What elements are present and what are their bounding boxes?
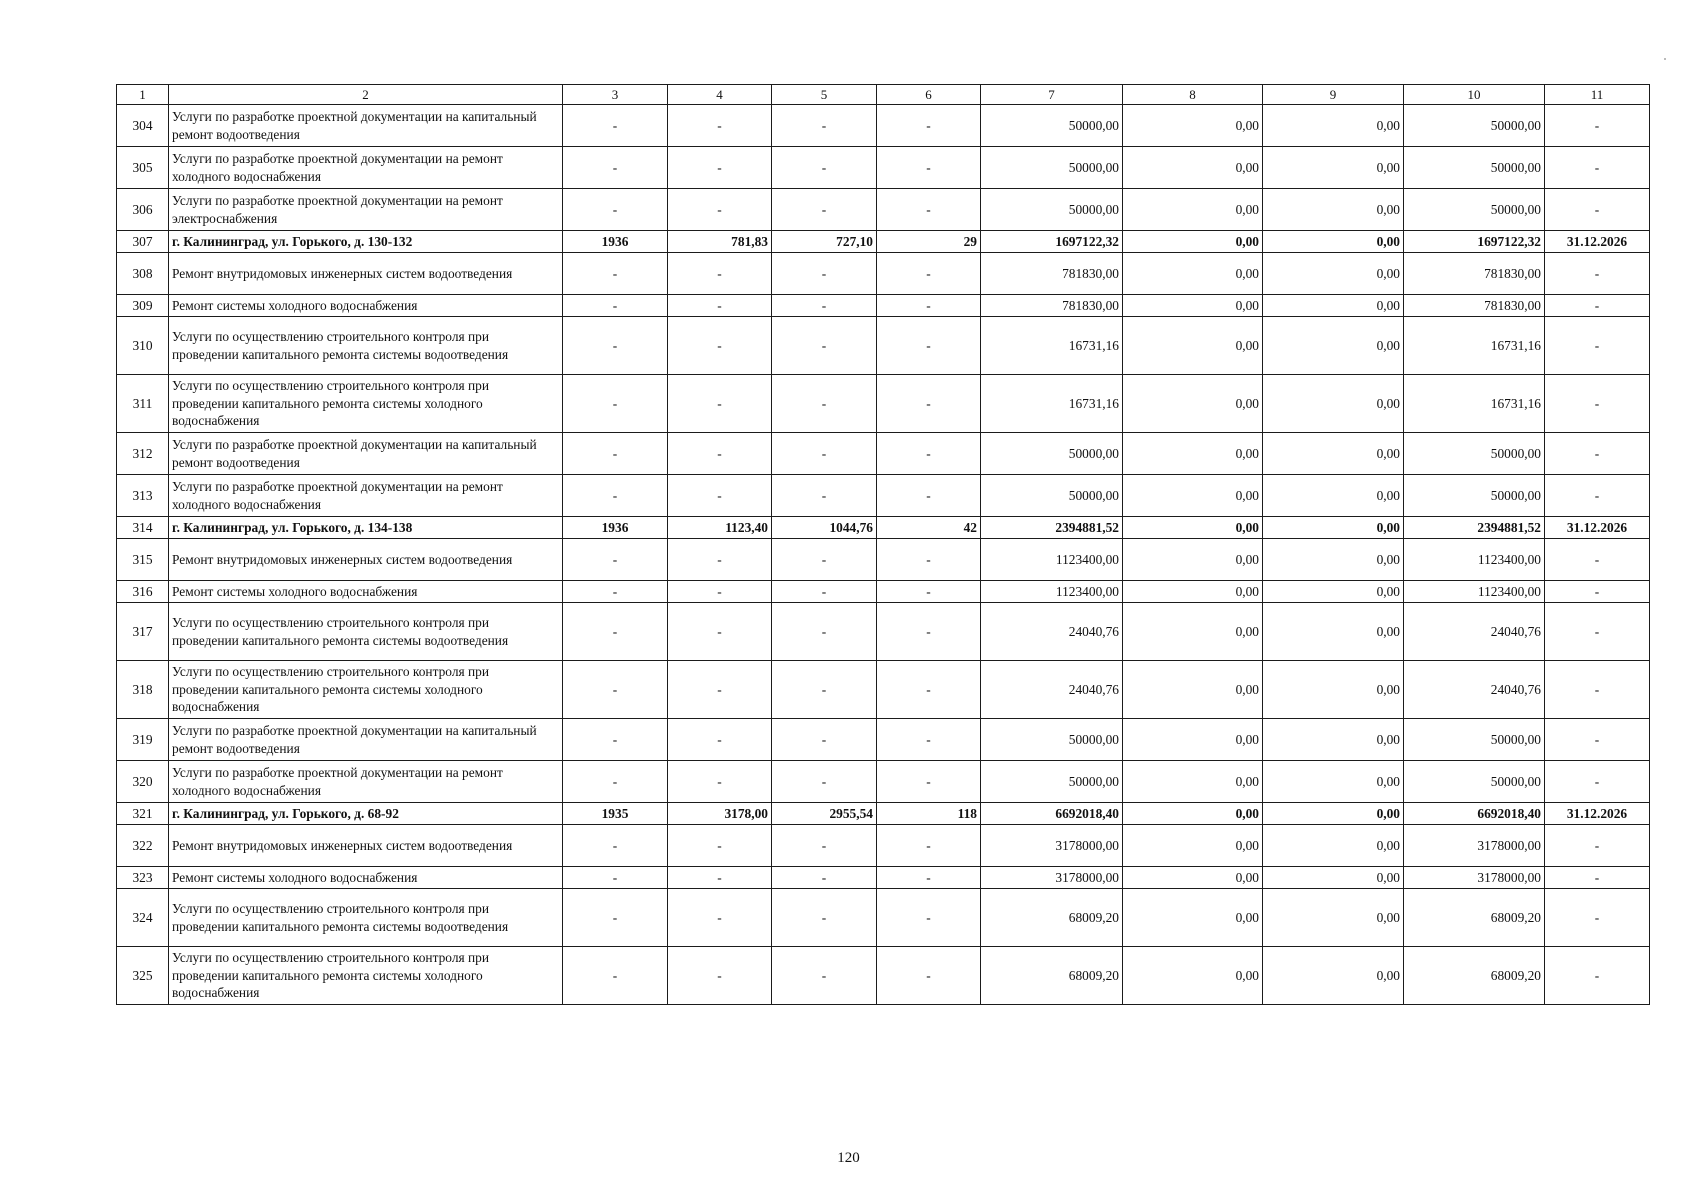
cost-value: 0,00 [1263,517,1404,539]
row-number: 309 [117,295,169,317]
year-value: - [563,189,668,231]
area-value: 3178,00 [668,803,772,825]
residents-value: - [877,603,981,661]
year-value: 1936 [563,231,668,253]
cost-value: 0,00 [1123,803,1263,825]
cost-value: 0,00 [1263,825,1404,867]
table-body [117,105,1650,1005]
cost-value: 0,00 [1263,433,1404,475]
work-name: Ремонт системы холодного водоснабжения [169,295,563,317]
fund-cost: 68009,20 [1404,947,1545,1005]
table-row [117,475,1650,517]
area-value: - [668,581,772,603]
year-value: - [563,719,668,761]
living-area-value: - [772,433,877,475]
work-name: Ремонт системы холодного водоснабжения [169,867,563,889]
total-cost: 24040,76 [981,661,1123,719]
cost-value: 0,00 [1263,947,1404,1005]
total-cost: 3178000,00 [981,825,1123,867]
year-value: - [563,475,668,517]
fund-cost: 50000,00 [1404,147,1545,189]
area-value: 1123,40 [668,517,772,539]
year-value: 1936 [563,517,668,539]
cost-value: 0,00 [1123,295,1263,317]
row-number: 310 [117,317,169,375]
area-value: 781,83 [668,231,772,253]
cost-value: 0,00 [1263,375,1404,433]
work-name: Услуги по осуществлению строительного контроля при проведении капитального ремонта системы водоотведения [169,317,563,375]
deadline-date: - [1545,433,1650,475]
work-name: Услуги по осуществлению строительного контроля при проведении капитального ремонта системы холодного водоснабжения [169,947,563,1005]
cost-value: 0,00 [1263,867,1404,889]
cost-value: 0,00 [1123,375,1263,433]
living-area-value: - [772,105,877,147]
residents-value: - [877,661,981,719]
row-number: 308 [117,253,169,295]
residents-value: - [877,189,981,231]
deadline-date: - [1545,661,1650,719]
year-value: - [563,889,668,947]
residents-value: - [877,317,981,375]
area-value: - [668,825,772,867]
living-area-value: - [772,761,877,803]
table-row [117,603,1650,661]
work-name: Услуги по осуществлению строительного контроля при проведении капитального ремонта системы водоотведения [169,889,563,947]
row-number: 307 [117,231,169,253]
fund-cost: 2394881,52 [1404,517,1545,539]
table-row [117,147,1650,189]
year-value: 1935 [563,803,668,825]
row-number: 316 [117,581,169,603]
cost-value: 0,00 [1123,517,1263,539]
work-name: Услуги по разработке проектной документации на ремонт электроснабжения [169,189,563,231]
row-number: 306 [117,189,169,231]
residents-value: 29 [877,231,981,253]
area-value: - [668,475,772,517]
residents-value: - [877,581,981,603]
row-number: 304 [117,105,169,147]
cost-value: 0,00 [1123,867,1263,889]
area-value: - [668,375,772,433]
cost-value: 0,00 [1123,661,1263,719]
cost-value: 0,00 [1123,253,1263,295]
total-cost: 50000,00 [981,189,1123,231]
fund-cost: 6692018,40 [1404,803,1545,825]
living-area-value: - [772,947,877,1005]
area-value: - [668,867,772,889]
fund-cost: 50000,00 [1404,189,1545,231]
fund-cost: 3178000,00 [1404,867,1545,889]
residents-value: - [877,433,981,475]
row-number: 320 [117,761,169,803]
cost-value: 0,00 [1263,475,1404,517]
row-number: 323 [117,867,169,889]
deadline-date: - [1545,889,1650,947]
table-row [117,253,1650,295]
year-value: - [563,375,668,433]
year-value: - [563,433,668,475]
total-cost: 1123400,00 [981,581,1123,603]
residents-value: - [877,147,981,189]
total-cost: 50000,00 [981,719,1123,761]
row-number: 324 [117,889,169,947]
area-value: - [668,603,772,661]
living-area-value: - [772,889,877,947]
row-number: 318 [117,661,169,719]
column-header: 5 [772,85,877,105]
residents-value: - [877,947,981,1005]
work-name: г. Калининград, ул. Горького, д. 130-132 [169,231,563,253]
deadline-date: - [1545,105,1650,147]
living-area-value: - [772,253,877,295]
fund-cost: 50000,00 [1404,761,1545,803]
cost-value: 0,00 [1123,761,1263,803]
fund-cost: 16731,16 [1404,317,1545,375]
year-value: - [563,761,668,803]
residents-value: - [877,825,981,867]
deadline-date: - [1545,539,1650,581]
fund-cost: 1123400,00 [1404,581,1545,603]
fund-cost: 24040,76 [1404,603,1545,661]
deadline-date: - [1545,867,1650,889]
area-value: - [668,539,772,581]
cost-value: 0,00 [1263,803,1404,825]
row-number: 317 [117,603,169,661]
row-number: 322 [117,825,169,867]
deadline-date: 31.12.2026 [1545,231,1650,253]
cost-value: 0,00 [1123,433,1263,475]
table-row [117,947,1650,1005]
table-row [117,889,1650,947]
work-name: Услуги по разработке проектной документации на ремонт холодного водоснабжения [169,761,563,803]
total-cost: 50000,00 [981,761,1123,803]
cost-value: 0,00 [1123,539,1263,581]
year-value: - [563,867,668,889]
fund-cost: 50000,00 [1404,433,1545,475]
area-value: - [668,433,772,475]
row-number: 305 [117,147,169,189]
table-row [117,719,1650,761]
residents-value: - [877,475,981,517]
living-area-value: 727,10 [772,231,877,253]
capital-repair-table [116,84,1650,1005]
total-cost: 2394881,52 [981,517,1123,539]
living-area-value: - [772,317,877,375]
row-number: 325 [117,947,169,1005]
cost-value: 0,00 [1123,947,1263,1005]
year-value: - [563,603,668,661]
table-row [117,433,1650,475]
cost-value: 0,00 [1123,105,1263,147]
table-row [117,295,1650,317]
cost-value: 0,00 [1263,761,1404,803]
residents-value: - [877,375,981,433]
year-value: - [563,317,668,375]
fund-cost: 781830,00 [1404,253,1545,295]
living-area-value: 1044,76 [772,517,877,539]
residents-value: 42 [877,517,981,539]
fund-cost: 50000,00 [1404,719,1545,761]
row-number: 311 [117,375,169,433]
year-value: - [563,661,668,719]
fund-cost: 781830,00 [1404,295,1545,317]
year-value: - [563,947,668,1005]
area-value: - [668,253,772,295]
living-area-value: - [772,295,877,317]
cost-value: 0,00 [1123,147,1263,189]
cost-value: 0,00 [1263,719,1404,761]
total-cost: 1697122,32 [981,231,1123,253]
work-name: Услуги по разработке проектной документации на ремонт холодного водоснабжения [169,147,563,189]
table-row [117,375,1650,433]
row-number: 313 [117,475,169,517]
cost-value: 0,00 [1263,603,1404,661]
column-header: 1 [117,85,169,105]
table-row [117,581,1650,603]
column-header: 6 [877,85,981,105]
cost-value: 0,00 [1123,603,1263,661]
table-row [117,105,1650,147]
area-value: - [668,147,772,189]
fund-cost: 50000,00 [1404,105,1545,147]
residents-value: 118 [877,803,981,825]
column-header: 8 [1123,85,1263,105]
table-row [117,189,1650,231]
deadline-date: 31.12.2026 [1545,517,1650,539]
deadline-date: - [1545,719,1650,761]
deadline-date: - [1545,375,1650,433]
row-number: 315 [117,539,169,581]
cost-value: 0,00 [1123,581,1263,603]
living-area-value: - [772,189,877,231]
row-number: 312 [117,433,169,475]
living-area-value: - [772,867,877,889]
column-number-row [117,85,1650,105]
work-name: Ремонт внутридомовых инженерных систем водоотведения [169,825,563,867]
cost-value: 0,00 [1123,889,1263,947]
fund-cost: 68009,20 [1404,889,1545,947]
total-cost: 50000,00 [981,147,1123,189]
column-header: 2 [169,85,563,105]
total-cost: 3178000,00 [981,867,1123,889]
residents-value: - [877,719,981,761]
living-area-value: - [772,147,877,189]
deadline-date: - [1545,253,1650,295]
fund-cost: 50000,00 [1404,475,1545,517]
table-row [117,539,1650,581]
cost-value: 0,00 [1263,539,1404,581]
cost-value: 0,00 [1263,889,1404,947]
fund-cost: 1697122,32 [1404,231,1545,253]
area-value: - [668,719,772,761]
residents-value: - [877,253,981,295]
table-row [117,825,1650,867]
table-header [117,85,1650,105]
work-name: Услуги по разработке проектной документации на ремонт холодного водоснабжения [169,475,563,517]
deadline-date: - [1545,295,1650,317]
column-header: 11 [1545,85,1650,105]
deadline-date: - [1545,475,1650,517]
cost-value: 0,00 [1123,231,1263,253]
total-cost: 781830,00 [981,253,1123,295]
area-value: - [668,947,772,1005]
table-row [117,867,1650,889]
column-header: 10 [1404,85,1545,105]
area-value: - [668,661,772,719]
cost-value: 0,00 [1263,581,1404,603]
living-area-value: - [772,539,877,581]
living-area-value: - [772,581,877,603]
living-area-value: - [772,719,877,761]
cost-value: 0,00 [1263,295,1404,317]
residents-value: - [877,761,981,803]
cost-value: 0,00 [1123,719,1263,761]
area-value: - [668,105,772,147]
deadline-date: - [1545,581,1650,603]
living-area-value: - [772,603,877,661]
column-header: 7 [981,85,1123,105]
total-cost: 16731,16 [981,317,1123,375]
cost-value: 0,00 [1263,105,1404,147]
row-number: 319 [117,719,169,761]
total-cost: 16731,16 [981,375,1123,433]
work-name: г. Калининград, ул. Горького, д. 134-138 [169,517,563,539]
area-value: - [668,295,772,317]
total-cost: 68009,20 [981,947,1123,1005]
residents-value: - [877,295,981,317]
year-value: - [563,253,668,295]
work-name: Услуги по осуществлению строительного контроля при проведении капитального ремонта системы холодного водоснабжения [169,661,563,719]
scan-speck [1664,58,1666,60]
area-value: - [668,889,772,947]
total-cost: 68009,20 [981,889,1123,947]
work-name: Услуги по разработке проектной документации на капитальный ремонт водоотведения [169,105,563,147]
area-value: - [668,189,772,231]
living-area-value: - [772,475,877,517]
page-number: 120 [837,1150,860,1166]
deadline-date: - [1545,947,1650,1005]
area-value: - [668,317,772,375]
cost-value: 0,00 [1263,189,1404,231]
total-cost: 6692018,40 [981,803,1123,825]
cost-value: 0,00 [1263,231,1404,253]
work-name: Услуги по осуществлению строительного контроля при проведении капитального ремонта системы холодного водоснабжения [169,375,563,433]
row-number: 321 [117,803,169,825]
cost-value: 0,00 [1123,317,1263,375]
work-name: Услуги по осуществлению строительного контроля при проведении капитального ремонта системы водоотведения [169,603,563,661]
work-name: Услуги по разработке проектной документации на капитальный ремонт водоотведения [169,433,563,475]
cost-value: 0,00 [1263,661,1404,719]
year-value: - [563,581,668,603]
total-cost: 781830,00 [981,295,1123,317]
residents-value: - [877,889,981,947]
year-value: - [563,105,668,147]
table-row [117,317,1650,375]
deadline-date: - [1545,825,1650,867]
total-cost: 50000,00 [981,475,1123,517]
work-name: Услуги по разработке проектной документации на капитальный ремонт водоотведения [169,719,563,761]
table-row [117,761,1650,803]
living-area-value: - [772,825,877,867]
work-name: г. Калининград, ул. Горького, д. 68-92 [169,803,563,825]
column-header: 9 [1263,85,1404,105]
fund-cost: 24040,76 [1404,661,1545,719]
deadline-date: - [1545,761,1650,803]
deadline-date: - [1545,147,1650,189]
address-row [117,231,1650,253]
area-value: - [668,761,772,803]
cost-value: 0,00 [1263,147,1404,189]
address-row [117,803,1650,825]
work-name: Ремонт внутридомовых инженерных систем водоотведения [169,539,563,581]
total-cost: 50000,00 [981,433,1123,475]
row-number: 314 [117,517,169,539]
cost-value: 0,00 [1123,475,1263,517]
deadline-date: - [1545,317,1650,375]
cost-value: 0,00 [1123,825,1263,867]
year-value: - [563,295,668,317]
cost-value: 0,00 [1263,317,1404,375]
year-value: - [563,539,668,581]
table-row [117,661,1650,719]
cost-value: 0,00 [1263,253,1404,295]
total-cost: 24040,76 [981,603,1123,661]
residents-value: - [877,539,981,581]
deadline-date: - [1545,603,1650,661]
column-header: 4 [668,85,772,105]
fund-cost: 1123400,00 [1404,539,1545,581]
residents-value: - [877,867,981,889]
fund-cost: 16731,16 [1404,375,1545,433]
deadline-date: 31.12.2026 [1545,803,1650,825]
address-row [117,517,1650,539]
total-cost: 1123400,00 [981,539,1123,581]
living-area-value: - [772,375,877,433]
residents-value: - [877,105,981,147]
fund-cost: 3178000,00 [1404,825,1545,867]
year-value: - [563,825,668,867]
work-name: Ремонт внутридомовых инженерных систем водоотведения [169,253,563,295]
cost-value: 0,00 [1123,189,1263,231]
living-area-value: - [772,661,877,719]
living-area-value: 2955,54 [772,803,877,825]
year-value: - [563,147,668,189]
column-header: 3 [563,85,668,105]
work-name: Ремонт системы холодного водоснабжения [169,581,563,603]
deadline-date: - [1545,189,1650,231]
total-cost: 50000,00 [981,105,1123,147]
